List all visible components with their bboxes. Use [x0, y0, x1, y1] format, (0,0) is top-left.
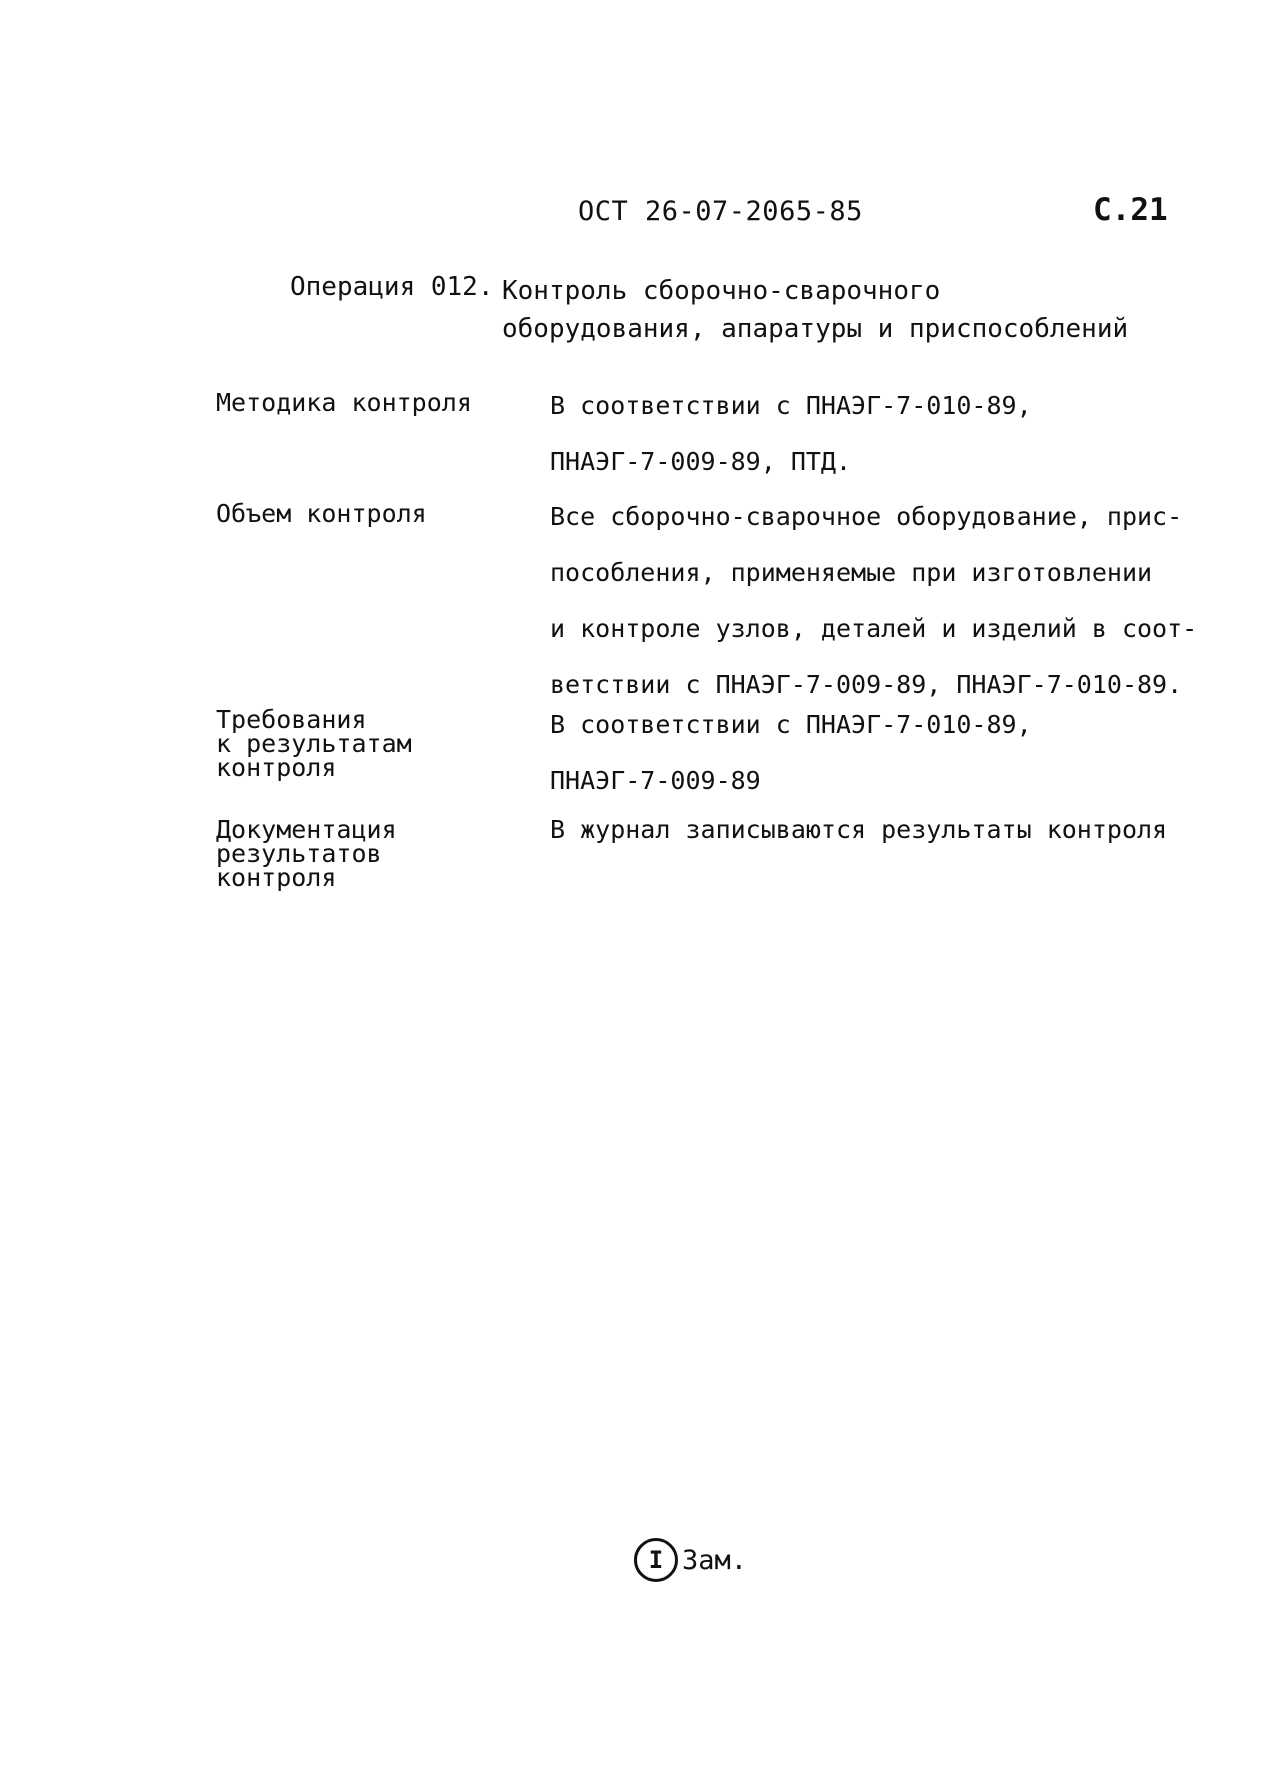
requirements-label-line: к результатам — [216, 729, 412, 758]
requirements-value-line: В соответствии с ПНАЭГ-7-010-89, — [550, 710, 1032, 739]
operation-title — [502, 272, 1128, 348]
documentation-label-line: результатов — [216, 839, 382, 868]
scope-value-line: Все сборочно-сварочное оборудование, прис- — [550, 502, 1183, 531]
scope-label — [216, 495, 427, 533]
revision-number: I — [634, 1538, 678, 1582]
requirements-label-line: контроля — [216, 753, 337, 782]
method-label — [216, 384, 472, 422]
method-value-line: ПНАЭГ-7-009-89, ПТД. — [550, 447, 852, 476]
revision-text: Зам. — [682, 1544, 748, 1576]
scope-value-line: пособления, применяемые при изготовлении — [550, 558, 1153, 587]
scope-label-line: Объем контроля — [216, 499, 427, 528]
scope-value-line: и контроле узлов, деталей и изделий в соот- — [550, 614, 1198, 643]
revision-mark — [634, 1538, 747, 1582]
requirements-value-line: ПНАЭГ-7-009-89 — [550, 766, 761, 795]
documentation-label-line: контроля — [216, 863, 337, 892]
operation-title-line: оборудования, апаратуры и приспособлений — [502, 314, 1129, 344]
method-value-line: В соответствии с ПНАЭГ-7-010-89, — [550, 391, 1032, 420]
operation-title-line: Контроль сборочно-сварочного — [502, 276, 941, 306]
document-code: ОСТ 26-07-2065-85 — [578, 196, 863, 227]
requirements-label-line: Требования — [216, 705, 367, 734]
requirements-label — [216, 705, 412, 782]
method-label-line: Методика контроля — [216, 388, 472, 417]
documentation-value-line: В журнал записываются результаты контроля — [550, 815, 1168, 844]
scope-value — [550, 489, 1240, 713]
method-value — [550, 378, 1240, 490]
requirements-value — [550, 697, 1240, 809]
documentation-label-line: Документация — [216, 815, 397, 844]
documentation-value — [550, 802, 1240, 858]
documentation-label — [216, 815, 397, 892]
operation-number: Операция 012. — [290, 272, 494, 302]
page-number: С.21 — [1093, 192, 1168, 228]
scope-value-line: ветствии с ПНАЭГ-7-009-89, ПНАЭГ-7-010-89. — [550, 670, 1183, 699]
